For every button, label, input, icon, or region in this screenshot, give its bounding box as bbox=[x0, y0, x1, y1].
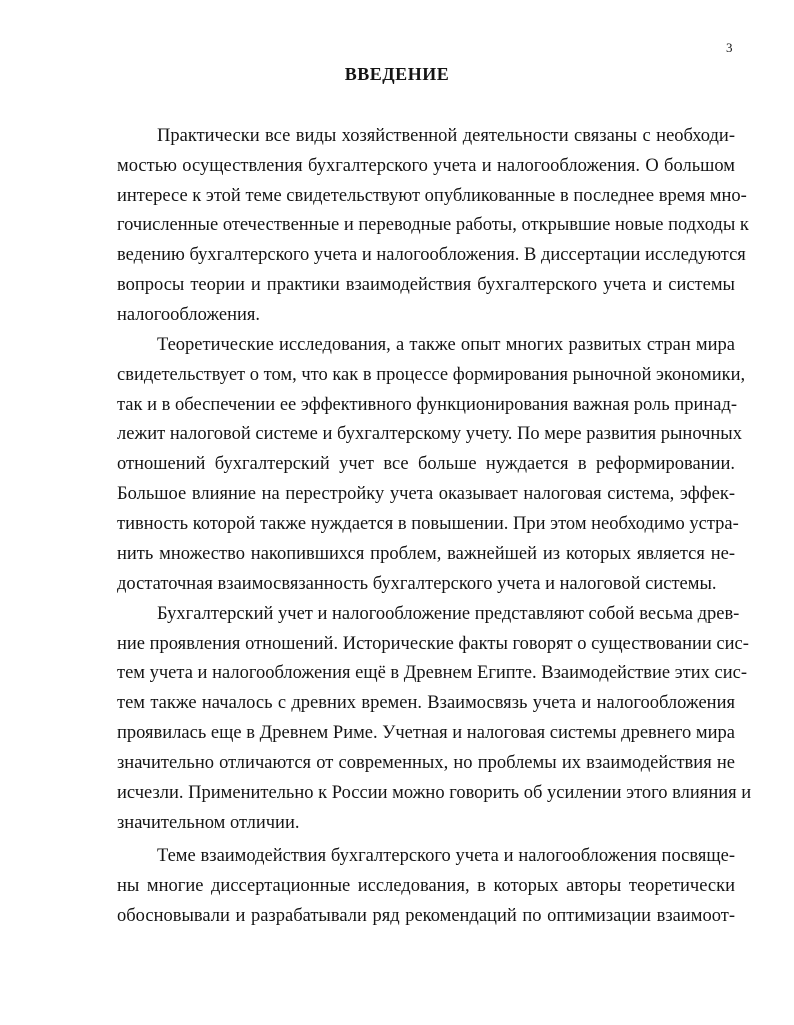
text-line: значительном отличии. bbox=[117, 813, 300, 833]
text-line: вопросы теории и практики взаимодействия бухгалтерского учета и системы bbox=[117, 275, 735, 295]
text-line: значительно отличаются от современных, но проблемы их взаимодействия не bbox=[117, 753, 735, 773]
text-line: исчезли. Применительно к России можно говорить об усилении этого влияния и bbox=[117, 783, 752, 803]
text-line: ние проявления отношений. Исторические факты говорят о существовании сис- bbox=[117, 634, 749, 654]
text-line: тем учета и налогообложения ещё в Древнем Египте. Взаимодействие этих сис- bbox=[117, 663, 748, 683]
text-line: ведению бухгалтерского учета и налогообложения. В диссертации исследуются bbox=[117, 245, 746, 265]
text-line: интересе к этой теме свидетельствуют опубликованные в последнее время мно- bbox=[117, 186, 747, 206]
text-line: гочисленные отечественные и переводные работы, открывшие новые подходы к bbox=[117, 215, 749, 235]
text-line: Практически все виды хозяйственной деятельности связаны с необходи- bbox=[157, 126, 735, 146]
text-line: Теме взаимодействия бухгалтерского учета и налогообложения посвяще- bbox=[157, 846, 735, 866]
text-line: нить множество накопившихся проблем, важнейшей из которых является не- bbox=[117, 544, 735, 564]
text-line: налогообложения. bbox=[117, 305, 261, 325]
text-line: достаточная взаимосвязанность бухгалтерского учета и налоговой системы. bbox=[117, 574, 717, 594]
text-line: отношений бухгалтерский учет все больше нуждается в реформировании. bbox=[117, 454, 735, 474]
page-title: ВВЕДЕНИЕ bbox=[344, 64, 450, 84]
text-line: тем также началось с древних времен. Взаимосвязь учета и налогообложения bbox=[117, 693, 735, 713]
text-line: Теоретические исследования, а также опыт многих развитых стран мира bbox=[157, 335, 735, 355]
text-line: ны многие диссертационные исследования, в которых авторы теоретически bbox=[117, 876, 735, 896]
page-number: 3 bbox=[726, 40, 733, 55]
text-line: проявилась еще в Древнем Риме. Учетная и налоговая системы древнего мира bbox=[117, 723, 735, 743]
text-line: мостью осуществления бухгалтерского учета и налогообложения. О большом bbox=[117, 156, 735, 176]
text-line: тивность которой также нуждается в повышении. При этом необходимо устра- bbox=[117, 514, 739, 534]
text-line: свидетельствует о том, что как в процессе формирования рыночной экономики, bbox=[117, 365, 746, 385]
text-line: Большое влияние на перестройку учета оказывает налоговая система, эффек- bbox=[117, 484, 735, 504]
text-line: Бухгалтерский учет и налогообложение представляют собой весьма древ- bbox=[157, 604, 740, 624]
text-line: лежит налоговой системе и бухгалтерскому учету. По мере развития рыночных bbox=[117, 424, 742, 444]
text-line: обосновывали и разрабатывали ряд рекомендаций по оптимизации взаимоот- bbox=[117, 906, 735, 926]
text-line: так и в обеспечении ее эффективного функционирования важная роль принад- bbox=[117, 395, 738, 415]
